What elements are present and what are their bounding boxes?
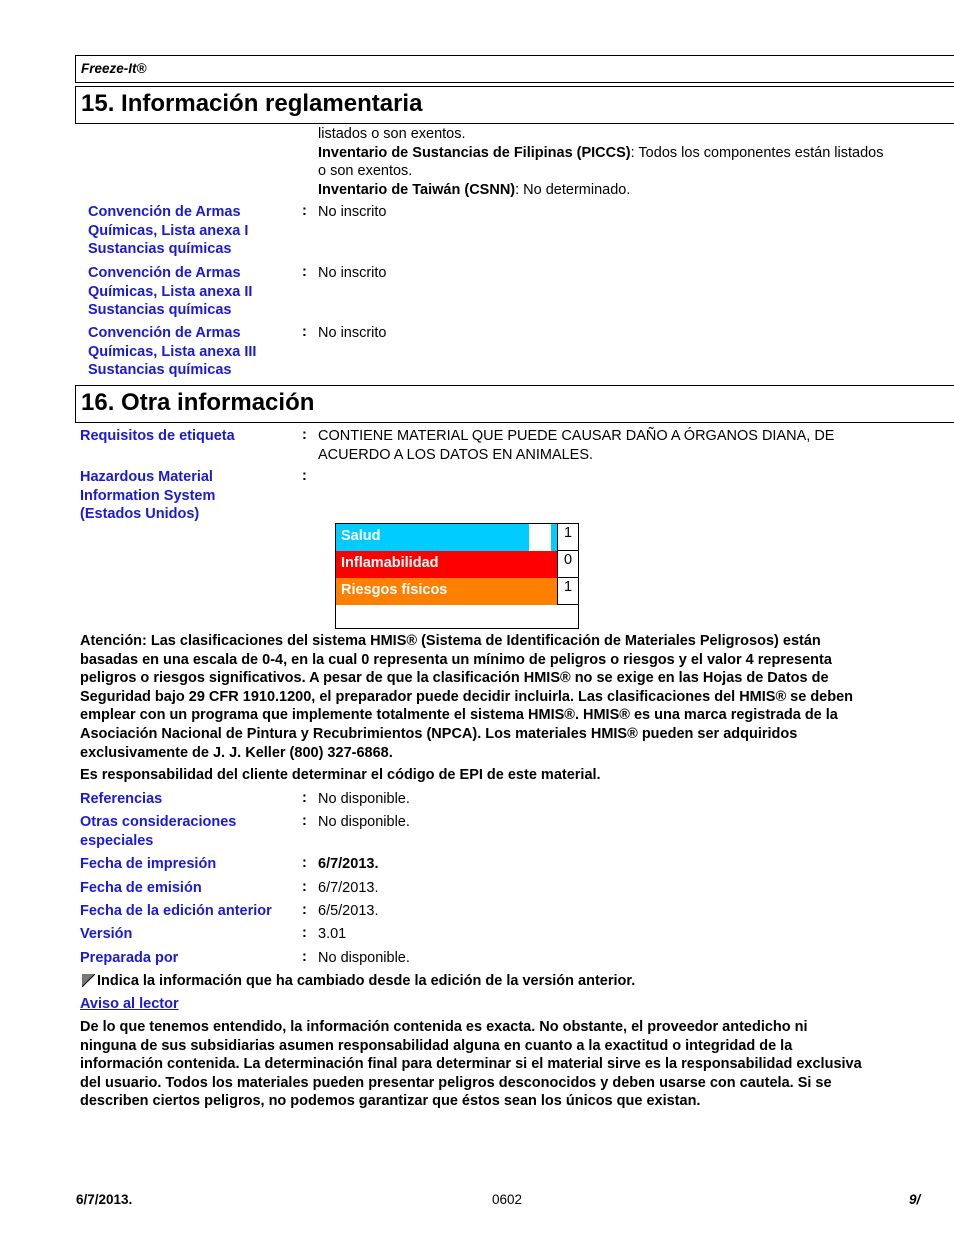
issue-date-label: Fecha de emisión [80, 880, 202, 896]
colon: : [302, 949, 307, 965]
colon: : [302, 855, 307, 871]
colon: : [302, 790, 307, 806]
label-requirements-value: CONTIENE MATERIAL QUE PUEDE CAUSAR DAÑO A ÓRGANOS DIANA, DE ACUERDO A LOS DATOS EN ANIMALES. [318, 428, 835, 463]
colon: : [302, 813, 307, 829]
continuation-line: listados o son exentos. [318, 126, 466, 142]
document-header [75, 55, 954, 83]
colon: : [302, 264, 307, 280]
prepared-by-value: No disponible. [318, 950, 410, 966]
change-marker-icon [82, 974, 95, 987]
cwc-schedule-1-label: Convención de Armas Químicas, Lista anexa I Sustancias químicas [88, 204, 249, 257]
continuation-line: Inventario de Taiwán (CSNN): No determinado. [318, 181, 631, 198]
section-16-header [75, 385, 954, 423]
cwc-schedule-1-value: No inscrito [318, 204, 387, 220]
colon: : [302, 203, 307, 219]
hmis-row-flammability: Inflamabilidad [336, 551, 557, 578]
issue-date-value: 6/7/2013. [318, 880, 379, 896]
references-label: Referencias [80, 791, 163, 807]
previous-edition-value: 6/5/2013. [318, 903, 379, 919]
hmis-physical-hazards-value: 1 [557, 578, 578, 605]
hmis-row-health: Salud [336, 524, 529, 551]
product-name: Freeze-It® [81, 61, 147, 76]
hmis-label: Hazardous Material Information System (Estados Unidos) [80, 469, 216, 522]
colon: : [302, 427, 307, 443]
hmis-health-gap [529, 524, 551, 551]
cwc-schedule-3-value: No inscrito [318, 325, 387, 341]
colon: : [302, 324, 307, 340]
cwc-schedule-2-value: No inscrito [318, 265, 387, 281]
footer-page: 9/ [909, 1192, 921, 1207]
colon: : [302, 902, 307, 918]
section-15-header [75, 86, 954, 124]
colon: : [302, 468, 307, 484]
section-15-continuation [318, 125, 938, 199]
version-label: Versión [80, 926, 133, 942]
other-considerations-value: No disponible. [318, 814, 410, 830]
footer-date: 6/7/2013. [76, 1192, 133, 1207]
hmis-table [335, 523, 579, 629]
section-16-title: 16. Otra información [81, 389, 315, 416]
print-date-label: Fecha de impresión [80, 856, 217, 872]
hmis-flammability-value: 0 [557, 551, 578, 578]
hmis-caution-paragraph: Atención: Las clasificaciones del sistema HMIS® (Sistema de Identificación de Materiales Peligrosos) están basadas en una escala de 0-4, en la cual 0 representa un mínimo de peligros o riesgos y el valor 4 representa peligros o riesgos significativos. A pesar de que la clasificación HMIS® no se exige en las Hojas de Datos de Seguridad bajo 29 CFR 1910.1200, el preparador puede decidir incluirla. Las clasificaciones del HMIS® se deben emplear con un programa que implemente totalmente el sistema HMIS®. HMIS® es una marca registrada de la Asociación Nacional de Pintura y Recubrimientos (NPCA). Los materiales HMIS® pueden ser adquiridos exclusivamente de J. J. Keller (800) 327-6868. [80, 633, 854, 761]
version-value: 3.01 [318, 926, 347, 942]
hmis-row-physical-hazards: Riesgos físicos [336, 578, 557, 605]
footer-code: 0602 [492, 1192, 523, 1207]
section-15-title: 15. Información reglamentaria [81, 90, 423, 117]
cwc-schedule-3-label: Convención de Armas Químicas, Lista anexa III Sustancias químicas [88, 325, 257, 378]
other-considerations-label: Otras consideraciones especiales [80, 814, 237, 849]
hmis-health-value: 1 [557, 524, 578, 551]
continuation-line: o son exentos. [318, 163, 413, 179]
prepared-by-label: Preparada por [80, 950, 179, 966]
notice-to-reader-link[interactable]: Aviso al lector [80, 996, 179, 1012]
references-value: No disponible. [318, 791, 410, 807]
colon: : [302, 879, 307, 895]
previous-edition-label: Fecha de la edición anterior [80, 903, 272, 919]
disclaimer-paragraph: De lo que tenemos entendido, la información contenida es exacta. No obstante, el proveedor antedicho ni ninguna de sus subsidiarias asumen responsabilidad alguna en cuanto a la exactitud o integridad de la información contenida. La determinación final para determinar si el material sirve es la responsabilidad exclusiva del usuario. Todos los materiales pueden presentar peligros desconocidos y deben usarse con cautela. Si se describen ciertos peligros, no podemos garantizar que éstos sean los únicos que existan. [80, 1019, 862, 1110]
epi-note: Es responsabilidad del cliente determinar el código de EPI de este material. [80, 767, 601, 783]
colon: : [302, 925, 307, 941]
print-date-value: 6/7/2013. [318, 856, 379, 872]
label-requirements-label: Requisitos de etiqueta [80, 428, 235, 444]
continuation-line: Inventario de Sustancias de Filipinas (PICCS): Todos los componentes están listados [318, 144, 884, 161]
changed-note: Indica la información que ha cambiado desde la edición de la versión anterior. [97, 973, 636, 989]
cwc-schedule-2-label: Convención de Armas Químicas, Lista anexa II Sustancias químicas [88, 265, 253, 318]
